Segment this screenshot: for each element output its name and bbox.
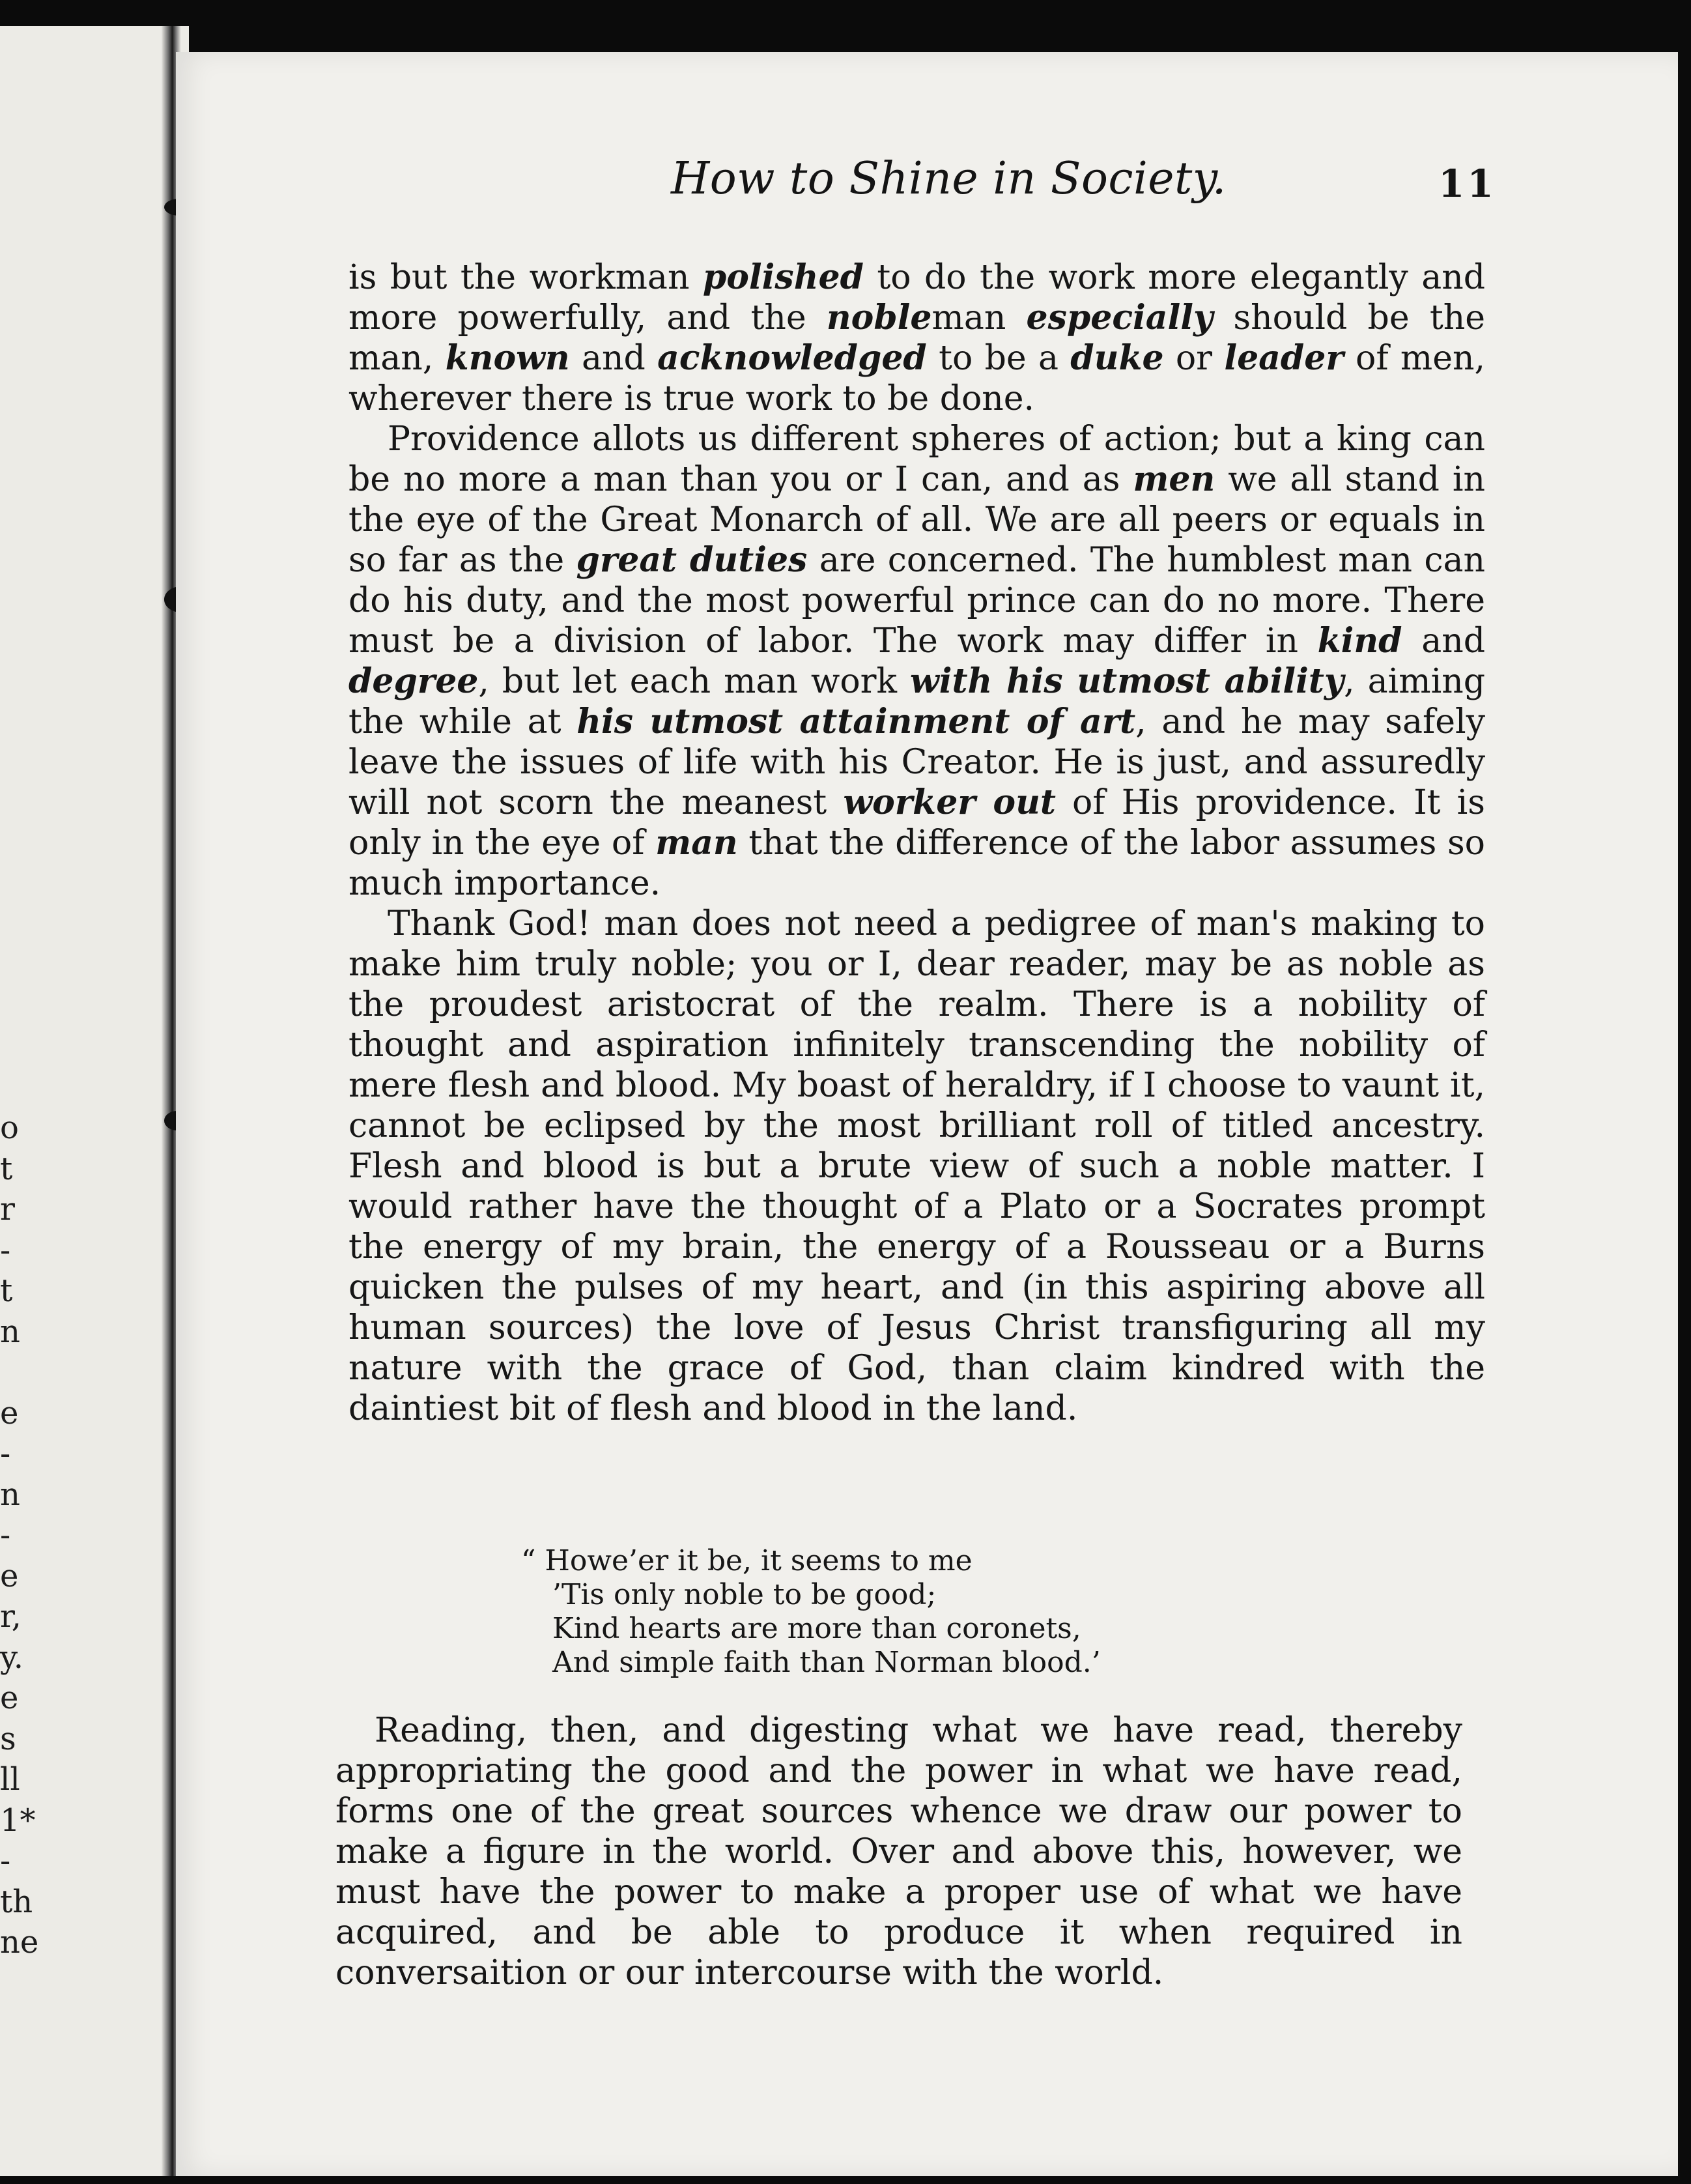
text-run: and bbox=[1402, 622, 1485, 661]
text-run: should be the man, bbox=[348, 298, 1485, 378]
page-number: 11 bbox=[1438, 162, 1496, 206]
cut-char: - bbox=[0, 1517, 11, 1553]
italic-run: worker out bbox=[843, 783, 1056, 822]
text-run: and bbox=[569, 339, 658, 378]
verse-line: “ Howe’er it be, it seems to me bbox=[521, 1544, 973, 1577]
cut-char: e bbox=[0, 1557, 19, 1594]
text-run: to be a bbox=[926, 339, 1071, 378]
cut-char: - bbox=[0, 1435, 11, 1472]
text-run: Providence allots us different spheres of action; but a king can be no more a man than you or I can, and as bbox=[348, 420, 1485, 499]
italic-run: polished bbox=[702, 257, 864, 297]
text-run: to do the work more elegantly and more powerfully, and the bbox=[348, 258, 1485, 338]
text-run: we all stand in the eye of the Great Monarch of all. We are all peers or equals in so far as the bbox=[348, 460, 1485, 580]
italic-run: especially bbox=[1026, 298, 1214, 338]
cut-char: r bbox=[0, 1191, 15, 1228]
cut-char: 1* bbox=[0, 1802, 36, 1839]
text-run: , and he may safely leave the issues of life with his Creator. He is just, and assuredly will not scorn the meanest bbox=[348, 702, 1485, 822]
body-text bbox=[348, 257, 1485, 1429]
italic-run: duke bbox=[1070, 338, 1164, 378]
verse-line: ’Tis only noble to be good; bbox=[552, 1578, 937, 1611]
italic-run: man bbox=[655, 823, 738, 863]
text-run: of men, wherever there is true work to be done. bbox=[348, 339, 1485, 418]
cut-char: e bbox=[0, 1680, 19, 1716]
cut-char: t bbox=[0, 1272, 13, 1309]
facing-page-cut-text bbox=[0, 1108, 39, 1963]
italic-run: acknowledged bbox=[657, 338, 927, 378]
cut-char: s bbox=[0, 1720, 16, 1757]
text-run: are concerned. The humblest man can do his duty, and the most powerful prince can do no more. There must be a division of labor. The work may differ in bbox=[348, 541, 1485, 661]
cut-char: y. bbox=[0, 1639, 23, 1676]
paragraph: Reading, then, and digesting what we have read, thereby appropriating the good and the power in what we have read, forms one of the great sources whence we draw our power to make a figure in the world. Over and above this, however, we must have the power to make a proper use of what we have acquired, and be able to produce it when required in conversaition or our intercourse with the world. bbox=[335, 1711, 1462, 1992]
verse-line: And simple faith than Norman blood.’ bbox=[552, 1646, 1101, 1679]
cut-char: - bbox=[0, 1231, 11, 1269]
text-run: that the difference of the labor assumes so much importance. bbox=[348, 824, 1485, 903]
cut-char: ne bbox=[0, 1924, 39, 1961]
italic-run: noble bbox=[826, 298, 932, 338]
text-run: or bbox=[1163, 339, 1225, 378]
verse-quotation bbox=[521, 1544, 1101, 1680]
italic-run: with his utmost ability bbox=[910, 661, 1344, 701]
cut-char: ll bbox=[0, 1761, 20, 1798]
text-run: is but the workman bbox=[348, 258, 703, 297]
cut-char: n bbox=[0, 1313, 20, 1350]
text-run: of His providence. It is only in the eye of bbox=[348, 783, 1485, 863]
cut-char: n bbox=[0, 1476, 20, 1513]
running-title: How to Shine in Society. bbox=[671, 153, 1227, 205]
italic-run: leader bbox=[1224, 338, 1344, 378]
cut-char: r, bbox=[0, 1598, 21, 1635]
italic-run: kind bbox=[1317, 621, 1402, 661]
verse-line: Kind hearts are more than coronets, bbox=[552, 1612, 1081, 1645]
italic-run: known bbox=[445, 338, 570, 378]
text-run: , but let each man work bbox=[478, 662, 910, 701]
cut-char: e bbox=[0, 1394, 19, 1431]
italic-run: his utmost attainment of art bbox=[576, 702, 1136, 741]
paragraph: Thank God! man does not need a pedigree of man's making to make him truly noble; you or I, dear reader, may be as noble as the proudest aristocrat of the realm. There is a nobility of thought and aspiration infinitely transcending the nobility of mere flesh and blood. My boast of heraldry, if I choose to vaunt it, cannot be eclipsed by the most brilliant roll of titled ancestry. Flesh and blood is but a brute view of such a noble matter. I would rather have the thought of a Plato or a Socrates prompt the energy of my brain, the energy of a Rousseau or a Burns quicken the pulses of my heart, and (in this aspiring above all human sources) the love of Jesus Christ transfiguring all my nature with the grace of God, than claim kindred with the daintiest bit of flesh and blood in the land. bbox=[348, 904, 1485, 1428]
text-run: , aiming the while at bbox=[348, 662, 1485, 741]
cut-char bbox=[0, 1352, 39, 1393]
text-run: man bbox=[931, 298, 1027, 338]
italic-run: great duties bbox=[576, 540, 808, 580]
cut-char: th bbox=[0, 1883, 33, 1920]
cut-char: o bbox=[0, 1110, 19, 1146]
cut-char: t bbox=[0, 1150, 13, 1187]
cut-char: - bbox=[0, 1843, 11, 1879]
italic-run: men bbox=[1133, 459, 1215, 499]
italic-run: degree bbox=[348, 661, 479, 701]
paragraph bbox=[348, 419, 1485, 904]
closing-text bbox=[335, 1710, 1462, 1993]
paragraph bbox=[348, 257, 1485, 419]
